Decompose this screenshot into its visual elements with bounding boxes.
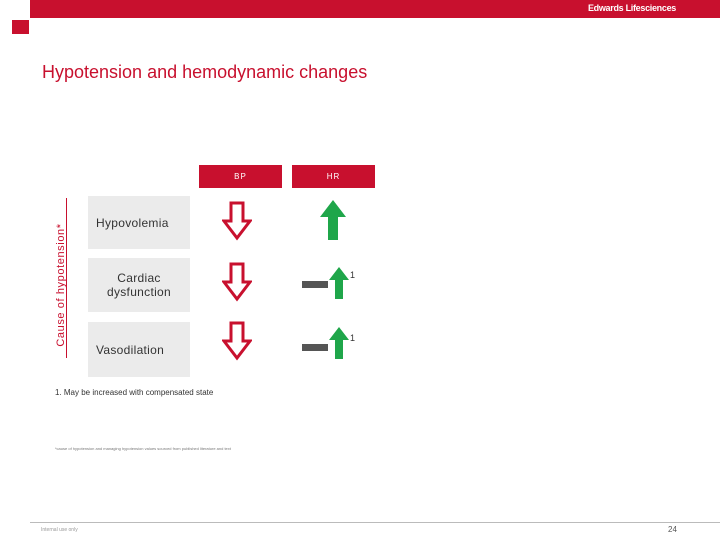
- hr-up-arrow-icon: [319, 199, 347, 241]
- bp-down-arrow-icon: [222, 262, 252, 302]
- hr-up-arrow-icon: [328, 266, 350, 300]
- bp-down-arrow-icon: [222, 201, 252, 241]
- row-label-vasodilation: Vasodilation: [88, 322, 190, 377]
- footer-divider: [30, 522, 720, 523]
- bp-down-arrow-icon: [222, 321, 252, 361]
- internal-use-label: Internal use only: [41, 527, 78, 533]
- corner-square: [12, 20, 29, 34]
- hr-up-arrow-icon: [328, 326, 350, 360]
- row-label-cardiac-dysfunction: Cardiac dysfunction: [88, 258, 190, 312]
- page-number: 24: [668, 525, 677, 534]
- column-header-hr: HR: [292, 165, 375, 188]
- no-change-bar: [302, 281, 328, 288]
- column-header-bp: BP: [199, 165, 282, 188]
- page-title: Hypotension and hemodynamic changes: [42, 62, 368, 82]
- brand-logo: Edwards Lifesciences: [587, 3, 676, 13]
- row-label-hypovolemia: Hypovolemia: [88, 196, 190, 249]
- source-note: *cause of hypotension and managing hypotension values sourced from published literature and text: [55, 446, 231, 451]
- y-axis-label: Cause of hypotension*: [55, 223, 67, 347]
- footnote: 1. May be increased with compensated state: [55, 388, 214, 397]
- footnote-marker: 1: [350, 333, 356, 343]
- no-change-bar: [302, 344, 328, 351]
- footnote-marker: 1: [350, 270, 356, 280]
